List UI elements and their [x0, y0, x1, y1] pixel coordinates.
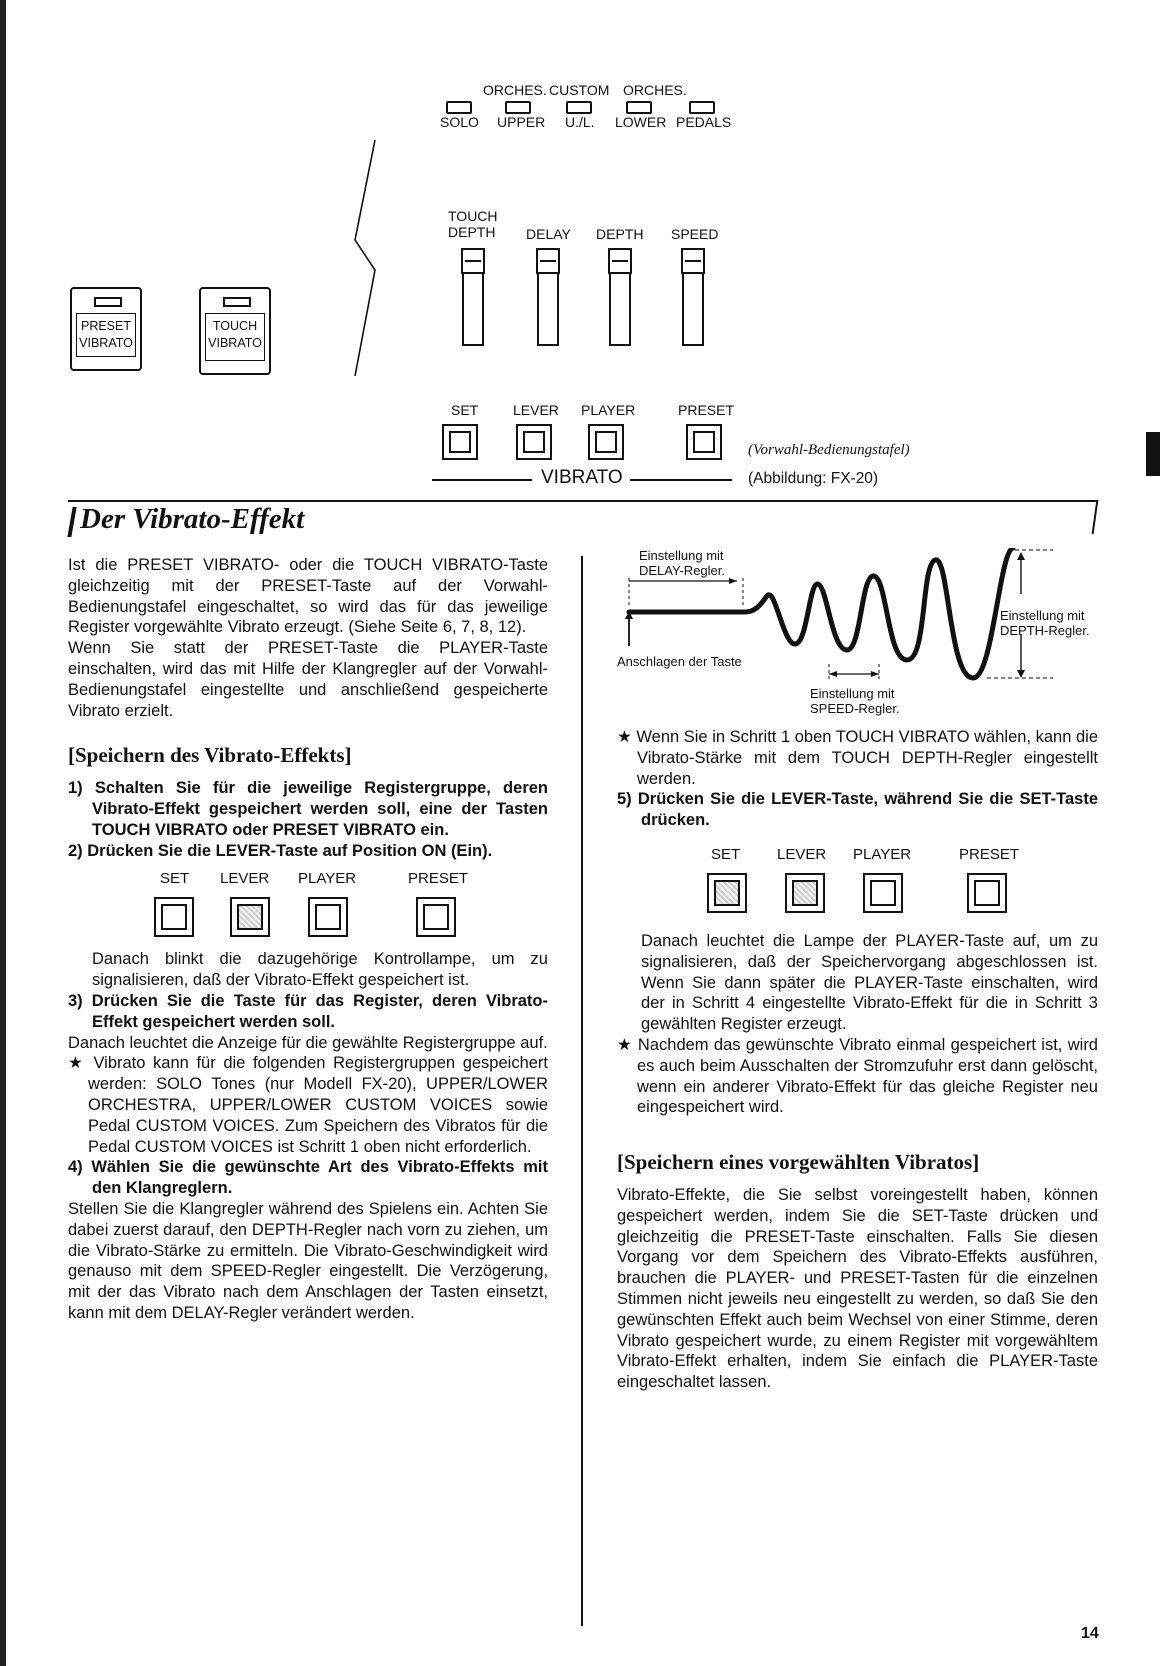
button-row-lever — [154, 869, 474, 949]
row1-label-player: PLAYER — [298, 870, 357, 888]
note-star-1: ★ Vibrato kann für die folgenden Registergruppen gespeichert werden: SOLO Tones (nur Modell FX-20), UPPER/LOWER ORCHESTRA, UPPER/LOWER CUSTOM VOICES sowie Pedal CUSTOM VOICES. Zum Speichern des Vibratos für die Pedal CUSTOM VOICES ist Schritt 1 oben nicht erforderlich. — [68, 1054, 548, 1156]
step-4: 4) Wählen Sie die gewünschte Art des Vibrato-Effekts mit den Klangreglern. — [68, 1158, 548, 1198]
step-5: 5) Drücken Sie die LEVER-Taste, während Sie die SET-Taste drücken. — [617, 790, 1098, 830]
row1-lever-button[interactable] — [230, 897, 270, 937]
vibrato-line-right — [630, 479, 732, 481]
row1-label-lever: LEVER — [220, 870, 270, 888]
row1-set-button[interactable] — [154, 897, 194, 937]
touch-vibrato-label-2: VIBRATO — [208, 336, 262, 350]
left-binding-edge — [0, 0, 6, 1666]
row2-set-button[interactable] — [707, 873, 747, 913]
panel-caption-italic: (Vorwahl-Bedienungstafel) — [748, 442, 910, 458]
diagram-delay-1: Einstellung mit — [639, 548, 724, 563]
panel-preset-button[interactable] — [686, 424, 722, 460]
heading-rule-right — [1092, 500, 1099, 534]
after-step-3: Danach leuchtet die Anzeige für die gewählte Registergruppe auf. — [68, 1033, 548, 1052]
panel-caption: (Abbildung: FX-20) — [748, 470, 879, 487]
row1-player-button[interactable] — [308, 897, 348, 937]
subheading-speichern: [Speichern des Vibrato-Effekts] — [68, 743, 352, 768]
diagram-key: Anschlagen der Taste — [617, 654, 742, 669]
diagram-speed-2: SPEED-Regler. — [810, 701, 900, 716]
register-lamp-ul[interactable] — [566, 101, 592, 114]
slider-label-speed: SPEED — [671, 226, 719, 242]
preset-vibrato-lamp — [94, 297, 122, 307]
register-lamp-solo[interactable] — [446, 101, 472, 114]
row1-label-preset: PRESET — [408, 870, 469, 888]
preset-vibrato-label-1: PRESET — [80, 319, 131, 333]
zoom-bracket — [350, 140, 380, 376]
vibrato-group-label: VIBRATO — [541, 467, 623, 488]
panel-lever-button[interactable] — [516, 424, 552, 460]
preset-vibrato-label-2: VIBRATO — [79, 336, 133, 350]
row1-preset-button[interactable] — [416, 897, 456, 937]
page-title: Der Vibrato-Effekt — [80, 503, 305, 535]
register-lamp-upper[interactable] — [505, 101, 531, 114]
label-orches-2: ORCHES. — [623, 82, 687, 98]
heading-rule — [68, 500, 1098, 502]
diagram-delay-2: DELAY-Regler. — [639, 563, 725, 578]
row2-label-preset: PRESET — [959, 845, 1020, 863]
row2-label-set: SET — [711, 845, 741, 863]
row2-player-button[interactable] — [863, 873, 903, 913]
intro-paragraph-1: Ist die PRESET VIBRATO- oder die TOUCH VIBRATO-Taste gleichzeitig mit der PRESET-Taste auf der Vorwahl-Bedienungstafel eingeschaltet, so wird das für das jeweilige Register vorgewählte Vibrato erzeugt. (Siehe Seite 6, 7, 8, 12). — [68, 556, 548, 637]
register-label-pedals: PEDALS — [676, 114, 732, 130]
heading-bar — [67, 507, 76, 537]
column-divider — [581, 556, 583, 1626]
step-1: 1) Schalten Sie für die jeweilige Registergruppe, deren Vibrato-Effekt gespeichert werden soll, eine der Tasten TOUCH VIBRATO oder PRESET VIBRATO ein. — [68, 779, 548, 839]
register-lamp-lower[interactable] — [626, 101, 652, 114]
preset-vibrato-button[interactable] — [70, 287, 142, 371]
register-label-upper: UPPER — [497, 114, 546, 130]
panel-player-button[interactable] — [588, 424, 624, 460]
label-orches-1: ORCHES. — [483, 82, 547, 98]
waveform — [617, 548, 1103, 718]
panel-label-lever: LEVER — [513, 402, 559, 418]
row2-preset-button[interactable] — [967, 873, 1007, 913]
row2-lever-button[interactable] — [785, 873, 825, 913]
right-column — [617, 727, 1098, 1393]
after-step-4: Stellen Sie die Klangregler während des Spielens ein. Achten Sie dabei zuerst darauf, den DEPTH-Regler nach vorn zu ziehen, um die Vibrato-Stärke zu ermitteln. Die Vibrato-Geschwindigkeit wird genauso mit dem SPEED-Regler eingestellt. Die Verzögerung, mit der das Vibrato nach dem Anschlagen der Tasten einsetzt, kann mit dem DELAY-Regler verändert werden. — [68, 1199, 548, 1322]
diagram-depth-1: Einstellung mit — [1000, 608, 1085, 623]
page-number: 14 — [1081, 1625, 1099, 1642]
panel-label-set: SET — [451, 402, 479, 418]
slider-label-delay: DELAY — [526, 226, 571, 242]
button-row-set — [703, 845, 1023, 925]
subheading-vorgewaehlt: [Speichern eines vorgewählten Vibratos] — [617, 1150, 980, 1175]
register-lamp-pedals[interactable] — [689, 101, 715, 114]
after-step-5: Danach leuchtet die Lampe der PLAYER-Taste auf, um zu signalisieren, daß der Speichervorgang abgeschlossen ist. Wenn Sie dann später die PLAYER-Taste einschalten, wird der in Schritt 4 eingestellte Vibrato-Effekt für die in Schritt 3 gewählten Register erzeugt. — [641, 931, 1098, 1034]
step-2: 2) Drücken Sie die LEVER-Taste auf Position ON (Ein). — [68, 841, 493, 860]
note-star-3: ★ Nachdem das gewünschte Vibrato einmal gespeichert ist, wird es auch beim Ausschalten der Stromzufuhr erst dann gelöscht, wenn ein anderer Vibrato-Effekt für das gleiche Register neu eingespeichert wird. — [617, 1035, 1098, 1117]
register-label-lower: LOWER — [615, 114, 667, 130]
vibrato-waveform-diagram — [617, 548, 1103, 718]
intro-paragraph-2: Wenn Sie statt der PRESET-Taste die PLAYER-Taste einschalten, wird das mit Hilfe der Klangregler auf der Vorwahl-Bedienungstafel eingestellte und anschließend gespeicherte Vibrato erzielt. — [68, 639, 548, 720]
step-3: 3) Drücken Sie die Taste für das Register, deren Vibrato-Effekt gespeichert werden soll. — [68, 991, 548, 1031]
panel-label-player: PLAYER — [581, 402, 636, 418]
touch-vibrato-button[interactable] — [199, 287, 271, 375]
diagram-speed-1: Einstellung mit — [810, 686, 895, 701]
diagram-depth-2: DEPTH-Regler. — [1000, 623, 1090, 638]
slider-label-touch: TOUCH DEPTH — [448, 208, 498, 240]
label-custom: CUSTOM — [549, 82, 610, 98]
row1-label-set: SET — [160, 870, 190, 888]
row2-label-player: PLAYER — [853, 845, 912, 863]
vibrato-line-left — [432, 479, 532, 481]
after-step-2: Danach blinkt die dazugehörige Kontrollampe, um zu signalisieren, daß der Vibrato-Effekt gespeichert ist. — [92, 950, 548, 990]
register-label-solo: SOLO — [440, 114, 479, 130]
preset-paragraph: Vibrato-Effekte, die Sie selbst voreingestellt haben, können gespeichert werden, indem Sie die SET-Taste drücken und gleichzeitig die PRESET-Taste einschalten. Falls Sie diesen Vorgang vor dem Speichern des Vibrato-Effekts ausführen, brauchen die PLAYER- und PRESET-Tasten für die einzelnen Stimmen nicht jeweils neu eingestellt zu werden, so daß Sie den gewünschten Effekt auch beim Wechsel von einer Stimme, deren Vibrato gespeichert wurde, zu einem Register mit vorgewähltem Vibrato-Effekt erhalten, indem Sie einfach die PLAYER-Taste eingeschaltet lassen. — [617, 1185, 1098, 1392]
panel-label-preset: PRESET — [678, 402, 735, 418]
touch-vibrato-label-1: TOUCH — [212, 319, 258, 333]
panel-set-button[interactable] — [442, 424, 478, 460]
register-label-ul: U./L. — [565, 114, 595, 130]
right-edge-mark — [1146, 432, 1160, 476]
left-column — [68, 555, 548, 1324]
row2-label-lever: LEVER — [777, 845, 827, 863]
note-star-2: ★ Wenn Sie in Schritt 1 oben TOUCH VIBRATO wählen, kann die Vibrato-Stärke mit dem TOUCH DEPTH-Regler eingestellt werden. — [617, 728, 1098, 788]
touch-vibrato-lamp — [223, 297, 251, 307]
slider-label-depth: DEPTH — [596, 226, 644, 242]
